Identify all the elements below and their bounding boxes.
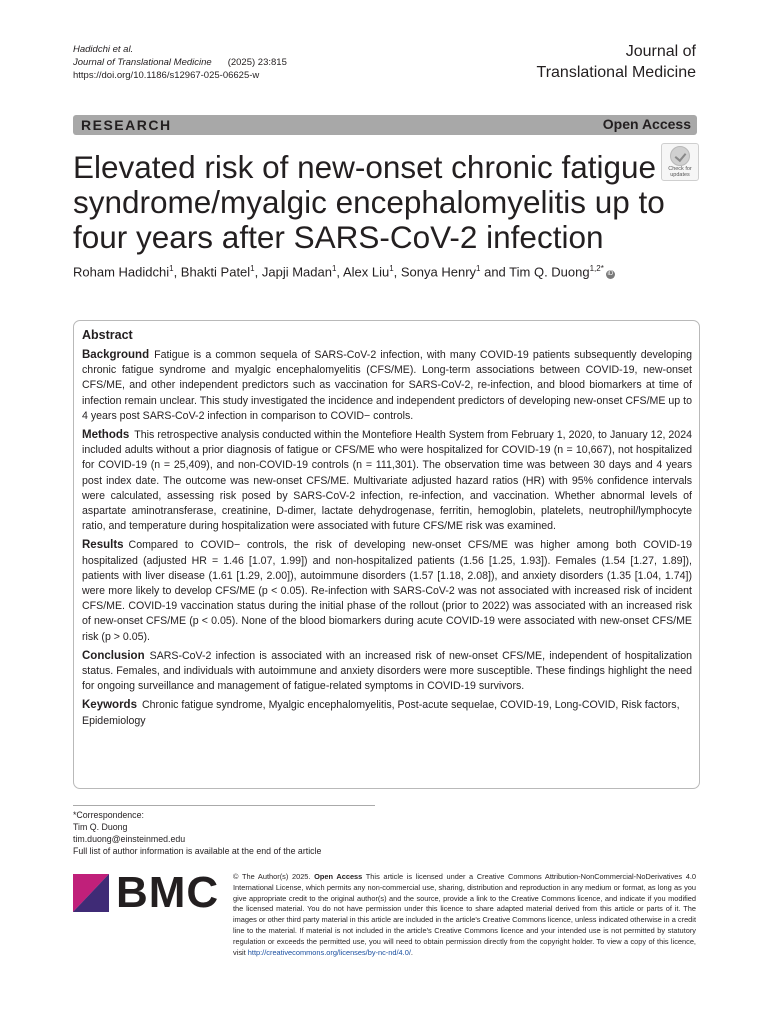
license-link[interactable]: http://creativecommons.org/licenses/by-nc-nd/4.0/	[247, 947, 411, 957]
orcid-icon[interactable]: iD	[607, 271, 614, 278]
bmc-logo	[73, 866, 233, 920]
author-name: Roham Hadidchi	[73, 264, 170, 280]
author-name: Japji Madan	[261, 264, 332, 280]
abstract-results	[82, 538, 692, 644]
author-affiliation: 1	[169, 264, 174, 273]
footnote-divider	[73, 805, 375, 806]
author-affiliation: 1	[331, 264, 337, 273]
bmc-logo-text: BMC	[116, 868, 220, 917]
author-name: Sonya Henry	[400, 264, 477, 280]
abstract-heading: Abstract	[82, 328, 133, 342]
correspondence-email[interactable]: tim.duong@einsteinmed.edu	[73, 834, 186, 844]
section-label: Keywords	[82, 699, 137, 712]
bmc-logo-mark-icon	[73, 874, 109, 912]
author-list: Roham Hadidchi$^1$, Bhakti Patel$^1$, Japji Madan$^1$, Alex Liu$^1$, Sonya Henry$^1$ and Tim Q. Duong$^{1,2*}$iD	[73, 264, 614, 280]
abstract-conclusion	[82, 649, 692, 695]
section-label: Results	[82, 539, 124, 552]
author-affiliation: 1	[476, 264, 481, 273]
section-label: RESEARCH	[81, 117, 172, 133]
section-label: Conclusion	[82, 649, 145, 662]
header-journal-name: Journal of Translational Medicine	[73, 57, 212, 68]
author-affiliation: 1	[250, 264, 255, 273]
abstract-keywords	[82, 698, 692, 728]
correspondence-label: *Correspondence:	[73, 810, 144, 820]
open-access-label: Open Access	[602, 116, 691, 132]
check-for-updates-badge[interactable]	[661, 143, 699, 181]
copyright-lead: © The Author(s) 2025.	[233, 872, 311, 881]
section-label: Methods	[82, 429, 130, 442]
abstract-methods	[82, 428, 692, 534]
open-access-label: Open Access	[314, 872, 363, 881]
check-updates-icon	[670, 146, 690, 166]
section-label: Background	[82, 349, 150, 361]
license-statement	[233, 872, 696, 958]
section-bar	[73, 115, 697, 135]
article-title: Elevated risk of new-onset chronic fatigue syndrome/myalgic encephalomyelitis up to four years after SARS-CoV-2 infection	[73, 149, 665, 255]
journal-name-line1: Journal of	[625, 43, 696, 60]
header-journal	[73, 56, 287, 69]
section-text: SARS-CoV-2 infection is associated with an increased risk of new-onset CFS/ME, independent of hospitalization status. Females, and individuals with autoimmune and anxiety disorders were more susceptible. These findings highlight the need for ongoing surveillance and management of fatigue-related symptoms in COVID-19 survivors.	[82, 649, 692, 693]
header-doi[interactable]: https://doi.org/10.1186/s12967-025-06625-w	[73, 70, 260, 81]
author-name: Alex Liu	[342, 264, 390, 280]
running-header	[73, 43, 287, 82]
abstract-box	[73, 320, 700, 789]
license-end: .	[410, 947, 413, 957]
section-text: Fatigue is a common sequela of SARS-CoV-2 infection, with many COVID-19 patients subsequently developing chronic fatigue syndrome and myalgic encephalomyelitis (CFS/ME). Long-term associations between COVID-19, new-onset CFS/ME, and other independent predictors such as vaccination for SARS-CoV-2, re-infection, and blood biomarkers at time of infection remain unclear. This study investigated the incidence and independent predictors of developing new-onset CFS/ME up to 4 years post SARS-CoV-2 infection in comparison to COVID− controls.	[82, 349, 692, 422]
author-affiliation: 1	[389, 264, 394, 273]
badge-line2: updates	[670, 172, 690, 178]
correspondence-name: Tim Q. Duong	[73, 822, 128, 832]
correspondence-note	[73, 809, 321, 857]
abstract-background	[82, 348, 692, 424]
journal-name-line2: Translational Medicine	[536, 64, 696, 81]
license-body: This article is licensed under a Creative Commons Attribution-NonCommercial-NoDerivatives 4.0 International License, which permits any non-commercial use, sharing, distribution and reproduction in any medium or format, as long as you give appropriate credit to the original author(s) and the source, provide a link to the Creative Commons licence, and indicate if you modified the licensed material. You do not have permission under this licence to share adapted material derived from this article or parts of it. The images or other third party material in this article are included in the article's Creative Commons licence, unless indicated otherwise in a credit line to the material. If material is not included in the article's Creative Commons licence and your intended use is not permitted by statutory regulation or exceeds the permitted use, you will need to obtain permission directly from the copyright holder. To view a copy of this licence, visit	[233, 872, 696, 957]
header-authors: Hadidchi et al.	[73, 44, 134, 55]
author-name: Tim Q. Duong	[509, 264, 590, 280]
section-text: Chronic fatigue syndrome, Myalgic encephalomyelitis, Post-acute sequelae, COVID-19, Long-COVID, Risk factors, Epidemiology	[82, 699, 680, 727]
author-info-note: Full list of author information is available at the end of the article	[73, 846, 322, 856]
journal-name	[537, 41, 696, 83]
author-name: Bhakti Patel	[180, 264, 251, 280]
header-citation: (2025) 23:815	[227, 57, 287, 68]
author-affiliation: 1,2*	[589, 264, 604, 273]
section-text: Compared to COVID− controls, the risk of developing new-onset CFS/ME was higher among both COVID-19 hospitalized (adjusted HR = 1.46 [1.07, 1.99]) and non-hospitalized patients (1.56 [1.25, 1.93]). Females (1.54 [1.27, 1.89]), patients with liver disease (1.61 [1.29, 2.00]), autoimmune disorders (1.57 [1.18, 2.08]), and anxiety disorders (1.35 [1.04, 1.74]) were more likely to develop CFS/ME (p < 0.05). Re-infection with SARS-CoV-2 was not associated with increased risk of incident CFS/ME. COVID-19 vaccination status during the initial phase of the rollout (prior to 2022) was associated with an increased risk of new-onset CFS/ME (p < 0.05). None of the blood biomarkers during acute COVID-19 were associated with new-onset CFS/ME risk (p > 0.05).	[82, 539, 692, 643]
badge-line1: Check for	[668, 166, 692, 172]
section-text: This retrospective analysis conducted within the Montefiore Health System from February 1, 2020, to January 12, 2024 included adults without a prior diagnosis of fatigue or CFS/ME who were hospitalized for COVID-19 (n = 10,667), not hospitalized for COVID-19 (n = 25,409), and non-COVID-19 controls (n = 111,301). The observation time was between 30 days and 4 years post index date. The outcome was new-onset CFS/ME. Multivariate adjusted hazard ratios (HR) with 95% confidence intervals were calculated, assessing risk posed by SARS-CoV-2 infection, re-infection, and vaccination. Whether abnormal levels of aspartate aminotransferase, creatinine, D-dimer, lactate dehydrogenase, ferritin, hemoglobin, platelets, neutrophil/lymphocyte ratio, and temperature during hospitalization were associated with future CFS/ME risk was examined.	[82, 429, 692, 533]
